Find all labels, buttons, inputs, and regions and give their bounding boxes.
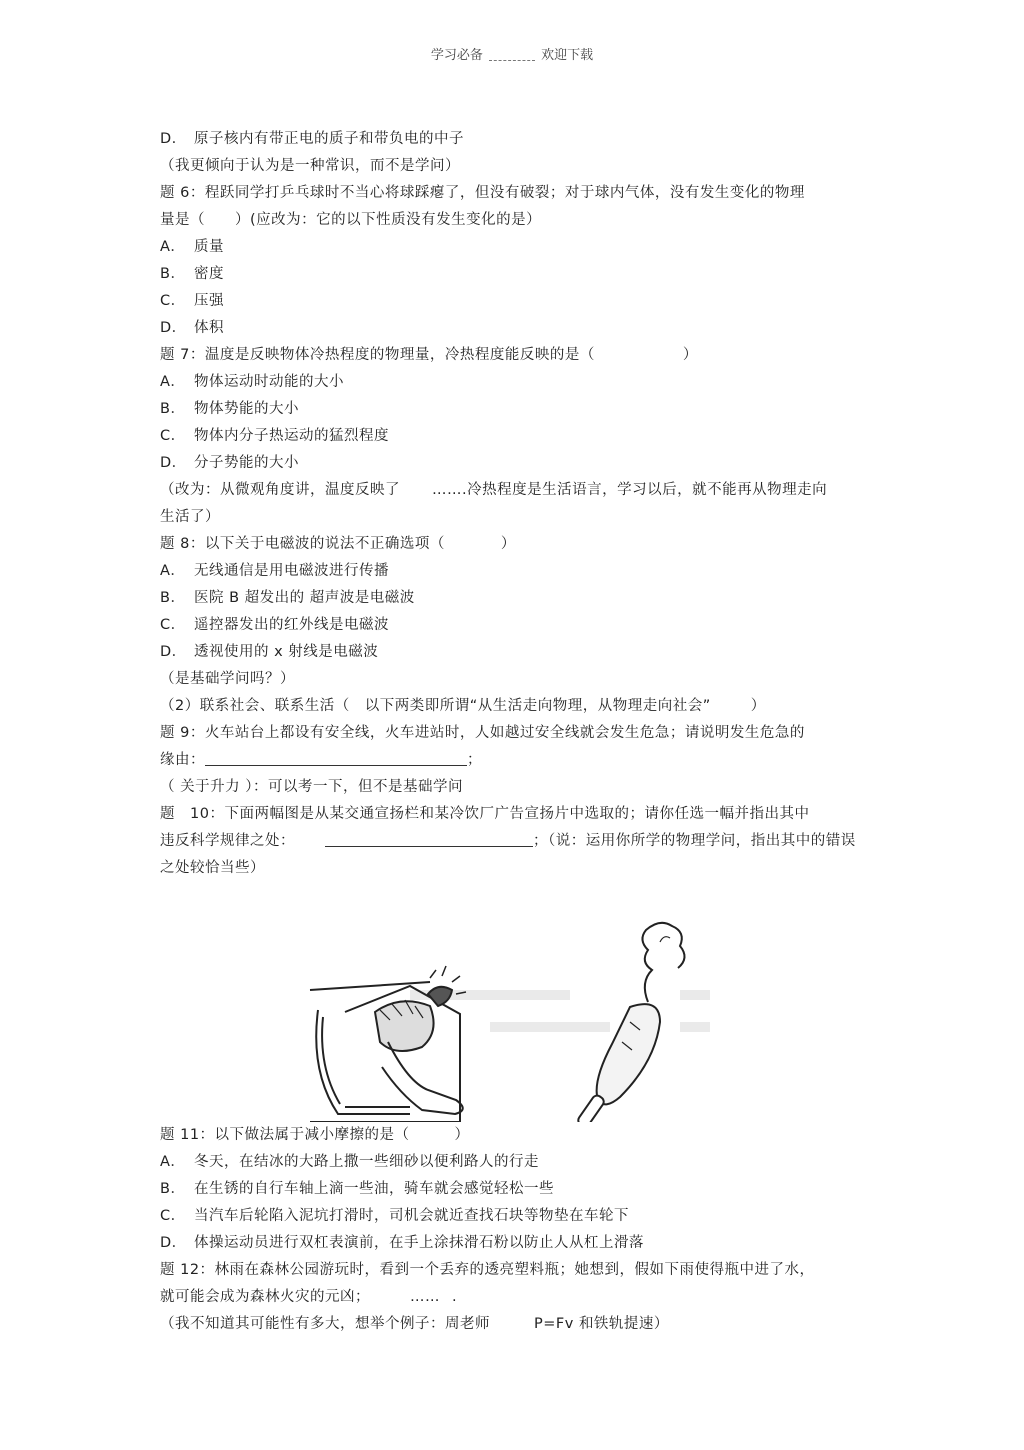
option-text: 原子核内有带正电的质子和带负电的中子 [194,131,464,147]
option-label: C． [160,1208,186,1224]
q6-option-d [160,315,890,342]
q8-option-b [160,585,890,612]
option-label: A． [160,239,186,255]
option-label: B． [160,590,186,606]
option-text: 冬天，在结冰的大路上撒一些细砂以便利路人的行走 [194,1154,539,1170]
q6-option-b [160,261,890,288]
answer-blank [205,751,467,766]
option-label: A． [160,563,186,579]
option-label: A． [160,374,186,390]
q9-answer-line [160,747,890,774]
note-q7-1 [160,477,890,504]
option-label: B． [160,266,186,282]
note-q8: （是基础学问吗？） [160,671,295,687]
option-label: B． [160,401,186,417]
header-right: 欢迎下载 [541,48,594,63]
ellipsis: …… [410,1289,440,1305]
q7-option-b [160,396,890,423]
option-label: D． [160,455,187,471]
section-text: （2）联系社会、联系生活（ 以下两类即所谓“从生活走向物理，从物理走向社会” [160,698,711,714]
q10-note: ；（说：运用你所学的物理学问，指出其中的错误 [533,833,856,849]
q11-option-d [160,1230,890,1257]
option-text: 物体势能的大小 [194,401,299,417]
car-crash-illustration [310,966,466,1122]
option-text: 质量 [194,239,224,255]
note-text: .冷热程度是生活语言，学习以后，就不能再从物理走向 [462,482,828,498]
note-text: （我不知道其可能性有多大，想举个例子：周老师 [160,1316,490,1332]
option-text: 密度 [194,266,224,282]
q5-option-d [160,126,890,153]
q8-option-a [160,558,890,585]
q9-end: ； [467,752,482,768]
option-text: 无线通信是用电磁波进行传播 [194,563,389,579]
q10-prompt: 违反科学规律之处： [160,833,295,849]
option-text: 体操运动员进行双杠表演前，在手上涂抹滑石粉以防止人从杠上滑落 [194,1235,644,1251]
answer-blank [325,832,533,847]
option-text: 分子势能的大小 [194,455,299,471]
period: . [452,1289,458,1305]
option-text: 物体运动时动能的大小 [194,374,344,390]
note-q9: （ 关于升力 ）：可以考一下，但不是基础学问 [160,779,463,795]
ellipsis: …… [432,482,462,498]
option-label: D． [160,1235,187,1251]
q6-option-c [160,288,890,315]
option-label: B． [160,1181,186,1197]
page-header [0,44,1024,63]
document-body [160,126,890,1338]
note-q5: （我更倾向于认为是一种常识，而不是学问） [160,158,460,174]
q10-stem-1: 题 10：下面两幅图是从某交通宣扬栏和某冷饮厂广告宣扬片中选取的；请你任选一幅并指出其中 [160,806,810,822]
q11-stem: 题 11：以下做法属于减小摩擦的是（ ） [160,1127,470,1143]
q9-stem: 题 9：火车站台上都设有安全线，火车进站时，人如越过安全线就会发生危急；请说明发生危急的 [160,725,805,741]
note-q12 [160,1311,890,1338]
option-text: 压强 [194,293,224,309]
option-text: 透视使用的 x 射线是电磁波 [194,644,379,660]
q8-stem-close: ） [500,536,516,552]
header-left: 学习必备 [430,48,483,63]
q7-option-a [160,369,890,396]
option-label: C． [160,428,186,444]
option-text: 遥控器发出的红外线是电磁波 [194,617,389,633]
section-close: ） [750,698,766,714]
q8-stem-text: 题 8：以下关于电磁波的说法不正确选项（ [160,536,445,552]
option-text: 医院 B 超发出的 超声波是电磁波 [194,590,415,606]
q6-option-a [160,234,890,261]
q6-stem-1: 题 6：程跃同学打乒乓球时不当心将球踩瘪了，但没有破裂；对于球内气体，没有发生变化的物理 [160,185,805,201]
option-label: D. [160,131,177,147]
q9-prompt: 缘由： [160,752,205,768]
q6-stem-2: 量是（ ）(应改为：它的以下性质没有发生变化的是） [160,212,542,228]
note-text: 和铁轨提速） [578,1316,669,1332]
q8-option-c [160,612,890,639]
option-label: D． [160,644,187,660]
option-label: C． [160,293,186,309]
q10-stem-2 [160,828,890,855]
option-text: 在生锈的自行车轴上滴一些油，骑车就会感觉轻松一些 [194,1181,554,1197]
note-text: （改为：从微观角度讲，温度反映了 [160,482,400,498]
q7-option-d [160,450,890,477]
q10-illustrations [160,882,890,1122]
q10-stem-3: 之处较恰当些） [160,860,265,876]
note-q7-2: 生活了） [160,509,220,525]
header-separator [489,60,535,61]
q12-stem-1: 题 12：林雨在森林公园游玩时，看到一个丢弃的透亮塑料瓶；她想到，假如下雨使得瓶中进了水， [160,1262,815,1278]
option-text: 当汽车后轮陷入泥坑打滑时，司机会就近查找石块等物垫在车轮下 [194,1208,629,1224]
q7-stem-close: ） [682,347,698,363]
q12-text: 就可能会成为森林火灾的元凶； [160,1289,370,1305]
q7-stem [160,342,890,369]
formula: P=Fv [534,1316,574,1332]
q11-option-b [160,1176,890,1203]
option-text: 物体内分子热运动的猛烈程度 [194,428,389,444]
q11-option-c [160,1203,890,1230]
q8-stem [160,531,890,558]
option-label: C． [160,617,186,633]
option-label: A． [160,1154,186,1170]
option-text: 体积 [194,320,224,336]
q12-stem-2 [160,1284,890,1311]
section-2-heading [160,693,890,720]
q7-option-c [160,423,890,450]
illustrations-svg [160,882,890,1122]
q8-option-d [160,639,890,666]
option-label: D． [160,320,187,336]
q7-stem-text: 题 7：温度是反映物体冷热程度的物理量，冷热程度能反映的是（ [160,347,595,363]
q11-option-a [160,1149,890,1176]
